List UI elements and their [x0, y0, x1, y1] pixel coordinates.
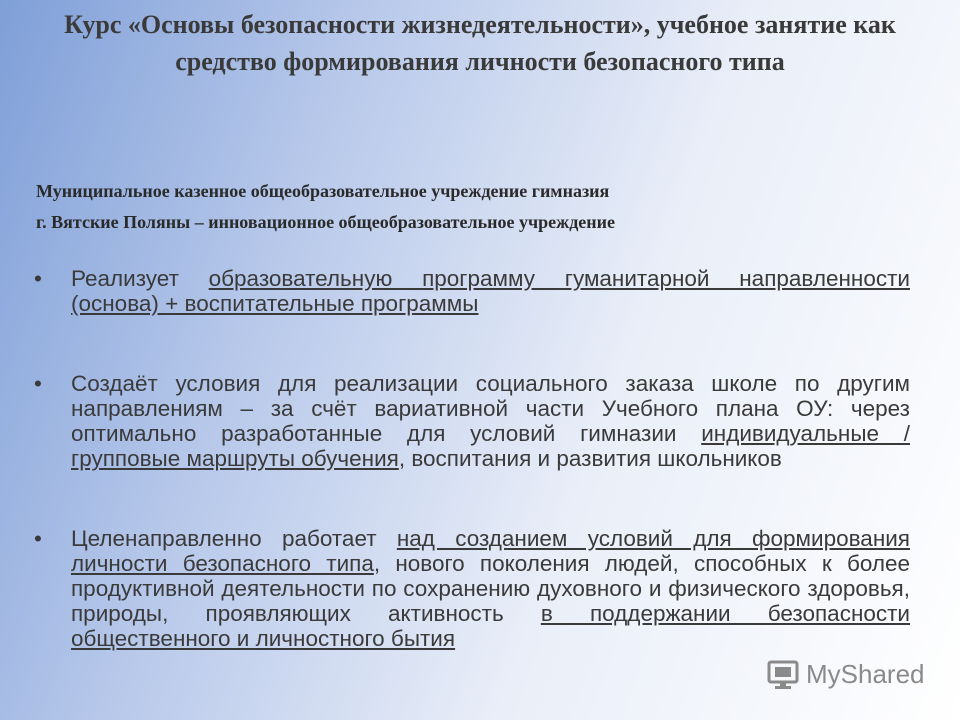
- bullet-3-underlined: над созданием условий для формирования личности безопасного типа: [71, 526, 910, 576]
- bullet-3-text: Целенаправленно работает: [71, 526, 397, 551]
- myshared-logo-icon: [766, 658, 800, 690]
- bullet-marker: •: [34, 526, 42, 551]
- bullet-item-1: [34, 266, 910, 316]
- institution-block: [36, 176, 936, 238]
- watermark-text: MyShared: [806, 658, 925, 689]
- bullet-2-text: Создаёт условия для реализации социального заказа школе по другим направлениям – за счёт вариативной части Учебного плана ОУ: через оптимально разработанные для условий гимназии: [71, 371, 910, 446]
- bullet-1-text: Реализует: [71, 266, 209, 291]
- institution-line-1: Муниципальное казенное общеобразовательное учреждение гимназия: [36, 181, 610, 201]
- slide-title: Курс «Основы безопасности жизнедеятельности», учебное занятие как средство формирования личности безопасного типа: [64, 10, 896, 76]
- bullet-3-underlined-end: в поддержании безопасности общественного и личностного бытия: [71, 601, 911, 651]
- bullet-marker: •: [34, 371, 42, 396]
- bullet-2-text-end: , воспитания и развития школьников: [398, 446, 782, 471]
- bullet-marker: •: [34, 266, 42, 291]
- bullet-item-2: [34, 371, 910, 471]
- bullet-item-3: [34, 526, 910, 651]
- bullet-2-underlined: индивидуальные / групповые маршруты обучения: [71, 421, 911, 471]
- myshared-watermark: [766, 656, 925, 692]
- institution-line-2: г. Вятские Поляны – инновационное общеобразовательное учреждение: [36, 212, 616, 232]
- bullet-1-underlined: образовательную программу гуманитарной направленности (основа) + воспитательные программы: [71, 266, 910, 316]
- bullet-list: [34, 266, 910, 706]
- bullet-3-text-mid: , нового поколения людей, способных к более продуктивной деятельности по сохранению духовного и физического здоровья, природы, проявляющих активность: [71, 551, 910, 626]
